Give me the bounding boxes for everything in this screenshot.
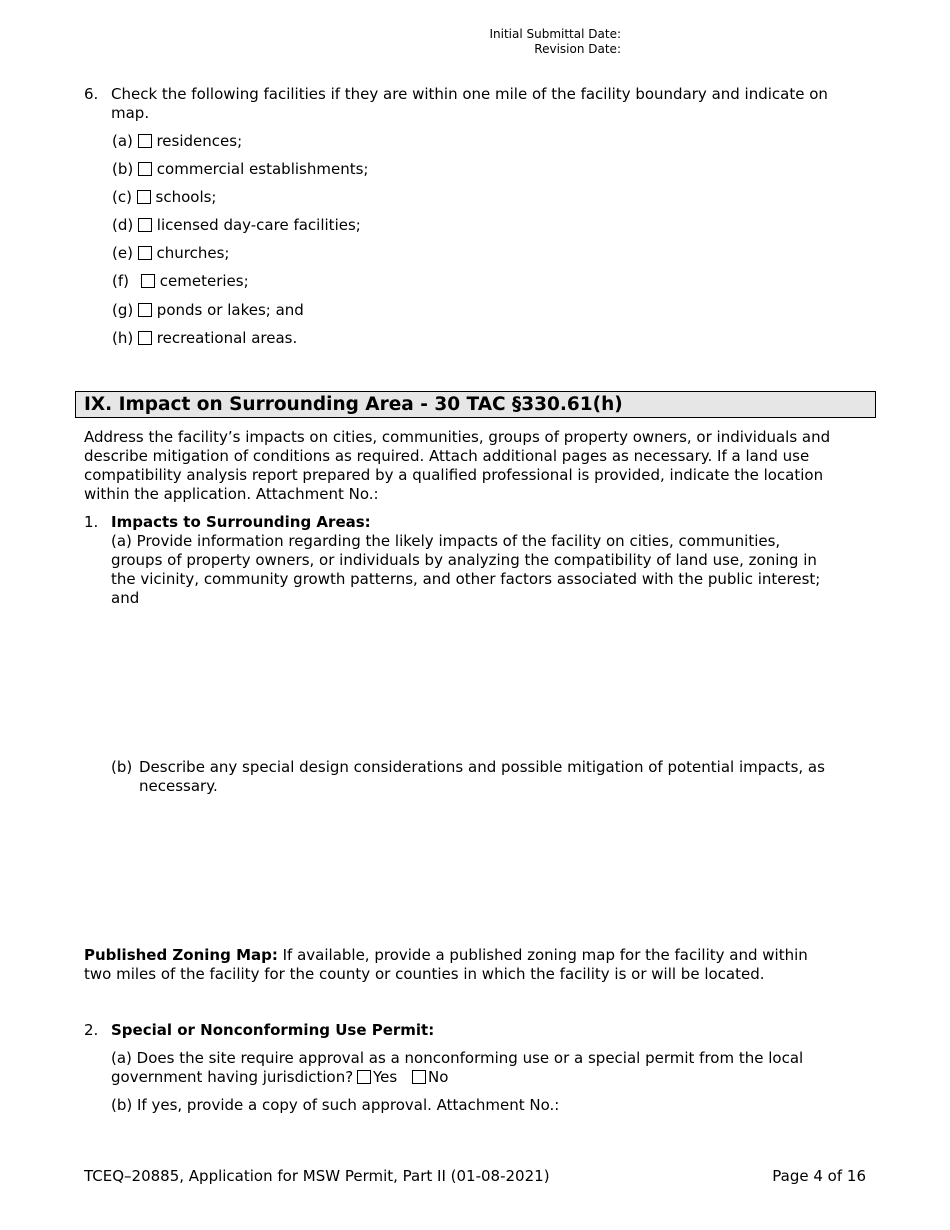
q1-heading: Impacts to Surrounding Areas: xyxy=(111,513,371,531)
q6-item-letter: (a) xyxy=(112,132,133,150)
q6-item-letter: (e) xyxy=(112,244,133,262)
q6-item-g xyxy=(112,301,304,320)
q2b-line: (b) If yes, provide a copy of such approval. Attachment No.: xyxy=(111,1096,560,1114)
q1b-line-1: Describe any special design considerations and possible mitigation of potential impacts, as xyxy=(139,758,825,776)
q1a-line-1: (a) Provide information regarding the likely impacts of the facility on cities, communities, xyxy=(111,532,781,550)
q1a-line-3: the vicinity, community growth patterns, and other factors associated with the public interest; xyxy=(111,570,821,588)
q6-item-d xyxy=(112,216,361,235)
cemeteries-checkbox[interactable] xyxy=(141,274,155,288)
q6-item-letter: (d) xyxy=(112,216,134,234)
q6-item-label: churches; xyxy=(156,244,230,262)
no-label: No xyxy=(428,1068,449,1086)
zoning-line-2: two miles of the facility for the county or counties in which the facility is or will be located. xyxy=(84,965,765,983)
initial-submittal-date-label: Initial Submittal Date: xyxy=(489,27,621,41)
day-care-checkbox[interactable] xyxy=(138,218,152,232)
intro-line-2: describe mitigation of conditions as required. Attach additional pages as necessary. If a land use xyxy=(84,447,810,465)
q6-text-line2: map. xyxy=(111,104,150,122)
q6-item-letter: (h) xyxy=(112,329,134,347)
recreational-areas-checkbox[interactable] xyxy=(138,331,152,345)
revision-date-label: Revision Date: xyxy=(534,42,621,56)
q2a-line-1: (a) Does the site require approval as a nonconforming use or a special permit from the local xyxy=(111,1049,804,1067)
q1a-line-4: and xyxy=(111,589,140,607)
zoning-label: Published Zoning Map: xyxy=(84,946,278,964)
q1b-line-2: necessary. xyxy=(139,777,218,795)
q6-item-label: residences; xyxy=(156,132,243,150)
q2a-line-2 xyxy=(111,1068,448,1087)
q6-item-c xyxy=(112,188,216,207)
q6-item-label: licensed day-care facilities; xyxy=(156,216,361,234)
footer-page-number: Page 4 of 16 xyxy=(772,1167,866,1185)
q6-number: 6. xyxy=(84,85,99,103)
q6-item-a xyxy=(112,132,242,151)
footer-form-id: TCEQ–20885, Application for MSW Permit, Part II (01-08-2021) xyxy=(84,1167,550,1185)
page-header xyxy=(489,27,621,57)
q6-item-f xyxy=(112,272,249,291)
commercial-establishments-checkbox[interactable] xyxy=(138,162,152,176)
q6-item-letter: (f) xyxy=(112,272,129,290)
yes-label: Yes xyxy=(373,1068,398,1086)
ponds-lakes-checkbox[interactable] xyxy=(138,303,152,317)
q1a-line-2: groups of property owners, or individuals by analyzing the compatibility of land use, zoning in xyxy=(111,551,817,569)
residences-checkbox[interactable] xyxy=(138,134,152,148)
intro-line-1: Address the facility’s impacts on cities, communities, groups of property owners, or individuals and xyxy=(84,428,831,446)
q6-item-label: ponds or lakes; and xyxy=(156,301,304,319)
q6-item-letter: (c) xyxy=(112,188,132,206)
section-title: IX. Impact on Surrounding Area - 30 TAC §330.61(h) xyxy=(84,394,623,415)
q2a-question: government having jurisdiction? xyxy=(111,1068,354,1086)
q6-item-label: cemeteries; xyxy=(159,272,249,290)
q1-number: 1. xyxy=(84,513,99,531)
churches-checkbox[interactable] xyxy=(138,246,152,260)
q6-item-label: commercial establishments; xyxy=(156,160,369,178)
q6-item-label: recreational areas. xyxy=(156,329,298,347)
zoning-line-1 xyxy=(84,946,808,965)
q6-item-b xyxy=(112,160,368,179)
q1b-letter: (b) xyxy=(111,758,133,776)
intro-line-3: compatibility analysis report prepared by a qualified professional is provided, indicate the location xyxy=(84,466,824,484)
q6-item-letter: (g) xyxy=(112,301,134,319)
schools-checkbox[interactable] xyxy=(137,190,151,204)
q6-item-e xyxy=(112,244,229,263)
intro-line-4: within the application. Attachment No.: xyxy=(84,485,379,503)
q6-item-h xyxy=(112,329,297,348)
yes-checkbox[interactable] xyxy=(357,1070,371,1084)
q6-text-line1: Check the following facilities if they are within one mile of the facility boundary and indicate on xyxy=(111,85,828,103)
zoning-text: If available, provide a published zoning map for the facility and within xyxy=(277,946,808,964)
no-checkbox[interactable] xyxy=(412,1070,426,1084)
q6-item-letter: (b) xyxy=(112,160,134,178)
q2-heading: Special or Nonconforming Use Permit: xyxy=(111,1021,435,1039)
q2-number: 2. xyxy=(84,1021,99,1039)
q6-item-label: schools; xyxy=(155,188,217,206)
